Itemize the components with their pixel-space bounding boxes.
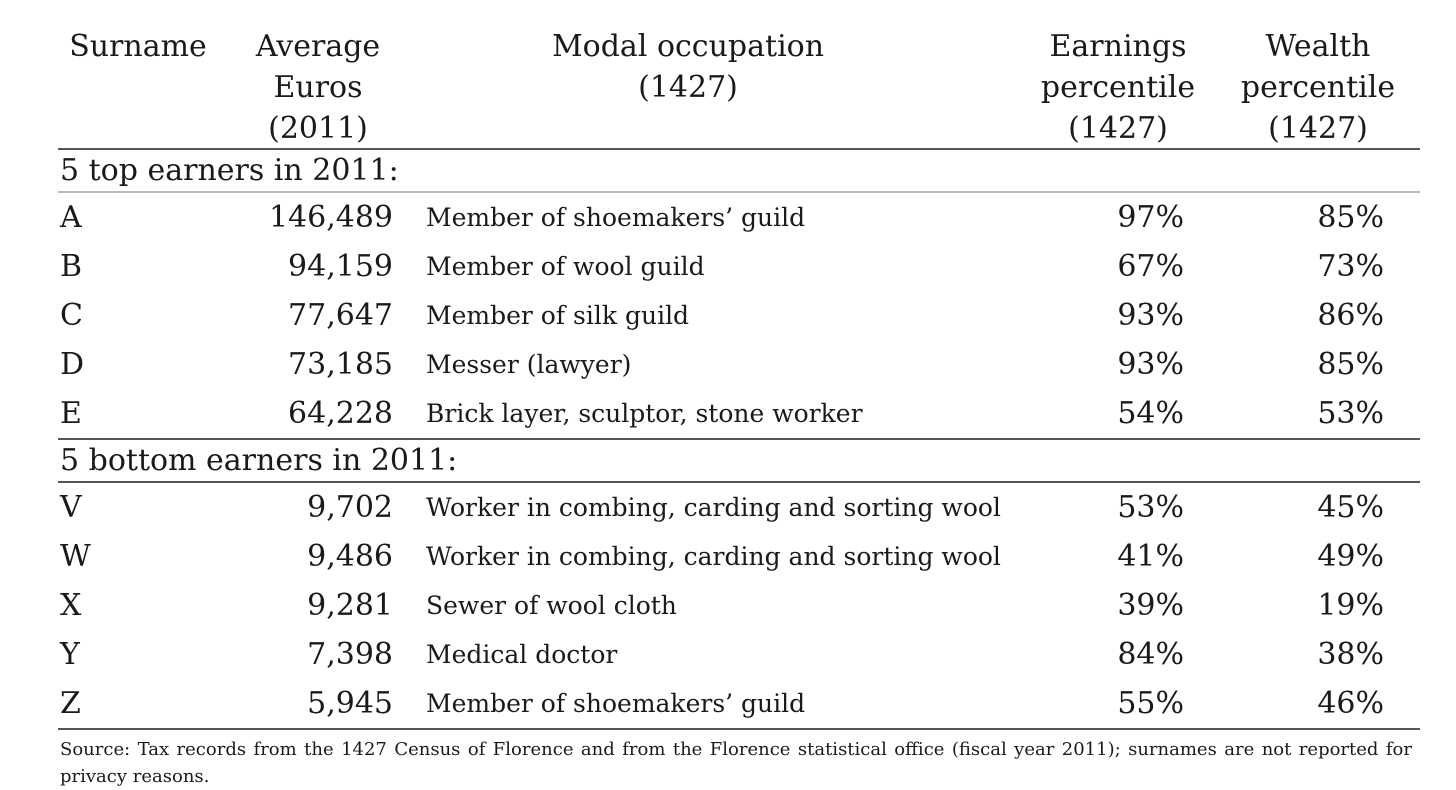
- header-line: percentile: [1240, 70, 1396, 105]
- section-title-top-earners: 5 top earners in 2011:: [58, 150, 1420, 193]
- cell-average-euros: 77,647: [288, 298, 393, 333]
- cell-earnings-percentile: 41%: [1117, 539, 1184, 574]
- cell-occupation: Member of shoemakers’ guild: [426, 203, 806, 232]
- cell-surname: Y: [60, 637, 80, 672]
- cell-wealth-percentile: 85%: [1317, 347, 1384, 382]
- table-row: [58, 291, 1420, 340]
- header-earnings-percentile: [1038, 26, 1198, 149]
- header-line: percentile: [1040, 70, 1196, 105]
- header-line: Modal occupation: [551, 29, 825, 64]
- table-row: [58, 193, 1420, 242]
- cell-wealth-percentile: 19%: [1317, 588, 1384, 623]
- table-row: [58, 532, 1420, 581]
- table-row: [58, 630, 1420, 679]
- cell-surname: C: [60, 298, 83, 333]
- cell-wealth-percentile: 46%: [1317, 686, 1384, 721]
- cell-earnings-percentile: 55%: [1117, 686, 1184, 721]
- cell-surname: X: [60, 588, 82, 623]
- cell-surname: W: [60, 539, 91, 574]
- header-average-euros: [243, 26, 393, 149]
- cell-earnings-percentile: 54%: [1117, 396, 1184, 431]
- cell-average-euros: 9,281: [307, 588, 393, 623]
- cell-average-euros: 5,945: [307, 686, 393, 721]
- cell-occupation: Messer (lawyer): [426, 350, 632, 379]
- cell-occupation: Sewer of wool cloth: [426, 591, 677, 620]
- header-modal-occupation: [468, 26, 908, 108]
- cell-occupation: Member of wool guild: [426, 252, 705, 281]
- cell-occupation: Worker in combing, carding and sorting wool: [426, 493, 1001, 522]
- cell-surname: B: [60, 249, 83, 284]
- cell-average-euros: 73,185: [288, 347, 393, 382]
- cell-earnings-percentile: 93%: [1117, 298, 1184, 333]
- cell-average-euros: 94,159: [288, 249, 393, 284]
- cell-earnings-percentile: 97%: [1117, 200, 1184, 235]
- header-line: (1427): [1268, 111, 1368, 146]
- cell-surname: E: [60, 396, 82, 431]
- table-row: [58, 242, 1420, 291]
- cell-wealth-percentile: 38%: [1317, 637, 1384, 672]
- cell-surname: A: [60, 200, 82, 235]
- cell-occupation: Member of shoemakers’ guild: [426, 689, 806, 718]
- cell-wealth-percentile: 85%: [1317, 200, 1384, 235]
- header-line: Surname: [69, 29, 207, 64]
- header-line: (1427): [1068, 111, 1168, 146]
- header-surname: [58, 26, 218, 67]
- cell-earnings-percentile: 53%: [1117, 490, 1184, 525]
- cell-surname: Z: [60, 686, 81, 721]
- cell-average-euros: 9,486: [307, 539, 393, 574]
- cell-wealth-percentile: 53%: [1317, 396, 1384, 431]
- cell-occupation: Medical doctor: [426, 640, 618, 669]
- cell-average-euros: 9,702: [307, 490, 393, 525]
- section-title-bottom-earners: 5 bottom earners in 2011:: [58, 438, 1420, 483]
- source-note: Source: Tax records from the 1427 Census of Florence and from the Florence statistical office (fiscal year 2011); surnames are not reported for privacy reasons.: [60, 739, 1412, 787]
- table-row: [58, 483, 1420, 532]
- cell-average-euros: 7,398: [307, 637, 393, 672]
- cell-occupation: Member of silk guild: [426, 301, 690, 330]
- header-line: Euros: [273, 70, 363, 105]
- cell-occupation: Worker in combing, carding and sorting wool: [426, 542, 1001, 571]
- header-line: Average: [255, 29, 381, 64]
- cell-average-euros: 64,228: [288, 396, 393, 431]
- cell-average-euros: 146,489: [268, 200, 393, 235]
- table-header: [58, 26, 1420, 150]
- cell-surname: D: [60, 347, 85, 382]
- cell-earnings-percentile: 67%: [1117, 249, 1184, 284]
- header-wealth-percentile: [1238, 26, 1398, 149]
- cell-wealth-percentile: 49%: [1317, 539, 1384, 574]
- table-row: [58, 389, 1420, 438]
- cell-wealth-percentile: 45%: [1317, 490, 1384, 525]
- header-line: (1427): [638, 70, 738, 105]
- header-line: (2011): [268, 111, 368, 146]
- earnings-table: [58, 26, 1420, 790]
- cell-earnings-percentile: 84%: [1117, 637, 1184, 672]
- cell-occupation: Brick layer, sculptor, stone worker: [426, 399, 863, 428]
- cell-earnings-percentile: 39%: [1117, 588, 1184, 623]
- table-row: [58, 679, 1420, 730]
- table-row: [58, 581, 1420, 630]
- cell-surname: V: [60, 490, 82, 525]
- table-row: [58, 340, 1420, 389]
- header-line: Wealth: [1265, 29, 1371, 64]
- cell-earnings-percentile: 93%: [1117, 347, 1184, 382]
- cell-wealth-percentile: 73%: [1317, 249, 1384, 284]
- header-line: Earnings: [1049, 29, 1187, 64]
- cell-wealth-percentile: 86%: [1317, 298, 1384, 333]
